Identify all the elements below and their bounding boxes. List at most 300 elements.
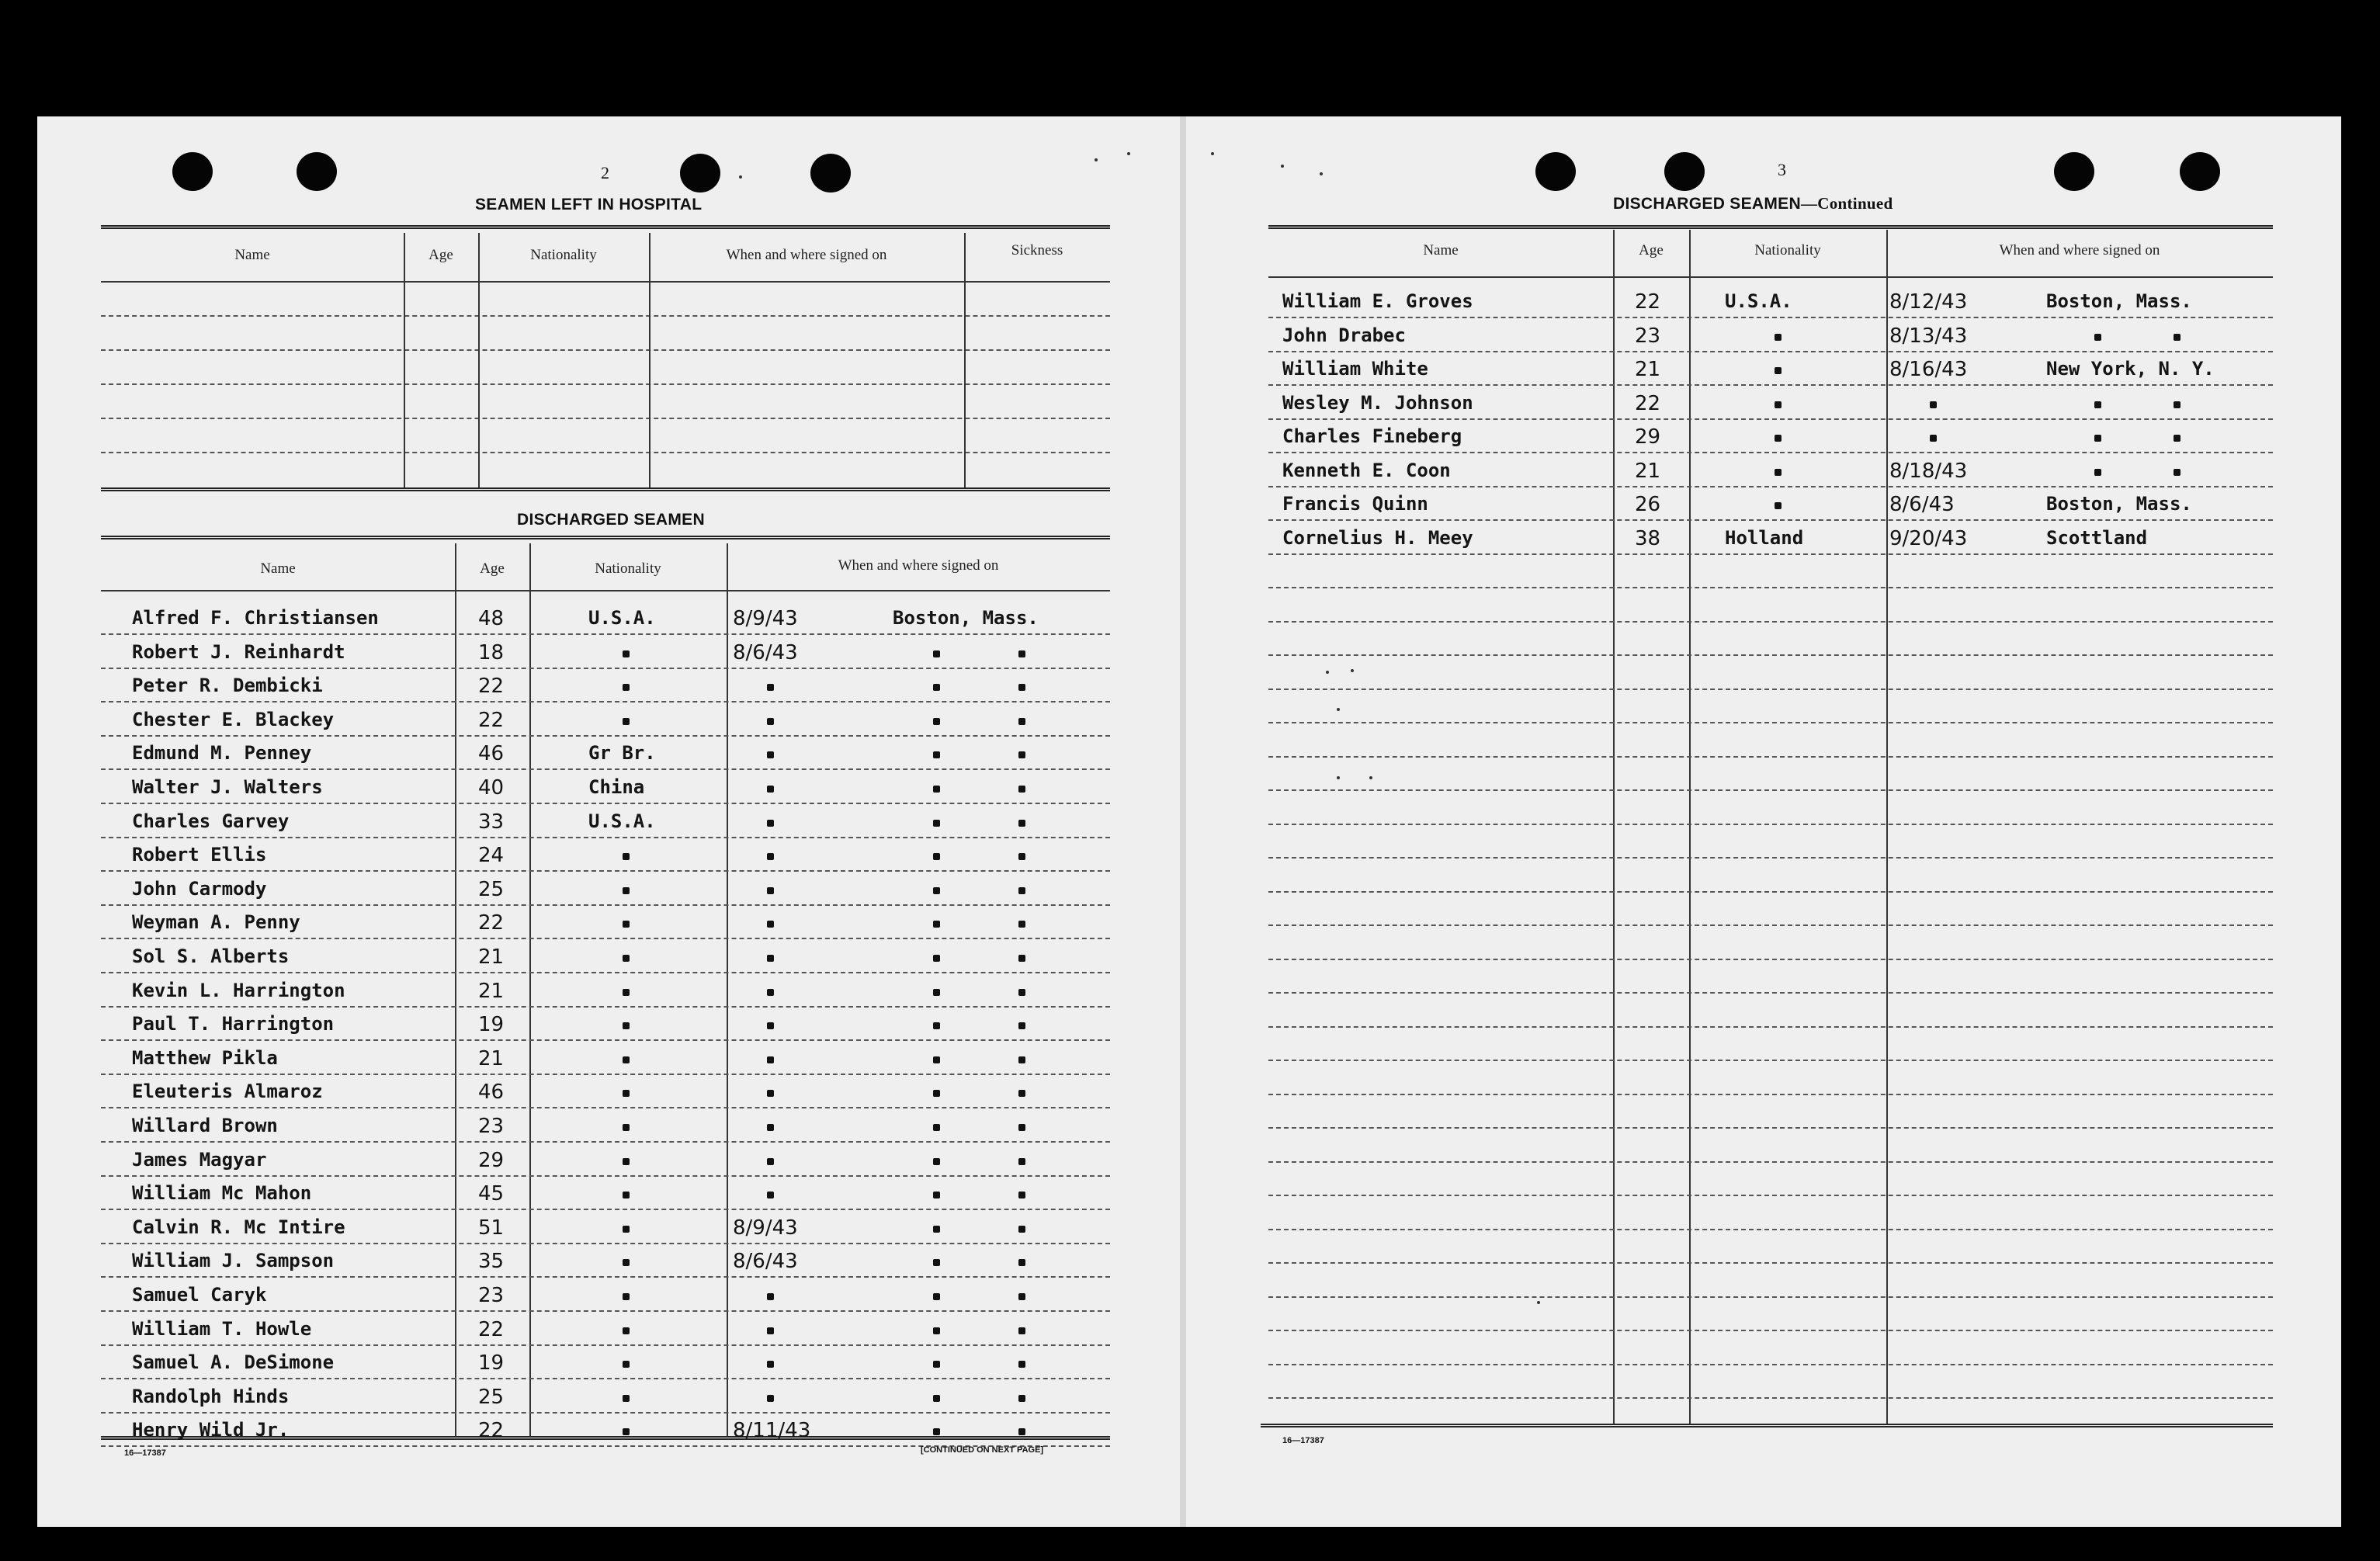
scan-speck	[739, 175, 742, 179]
table-row-line	[1268, 384, 2273, 386]
seaman-nationality-ditto	[623, 1327, 630, 1334]
seaman-signed-date: 8/9/43	[733, 1216, 798, 1240]
seaman-signed-place-ditto	[933, 1327, 940, 1334]
seaman-age: 18	[478, 640, 505, 664]
seaman-signed-date-ditto	[767, 1192, 774, 1199]
table-row-line	[1268, 654, 2273, 656]
table-row-line	[101, 735, 1110, 737]
seaman-nationality-ditto	[623, 1158, 630, 1165]
table-row-line	[1268, 891, 2273, 893]
hospital-col-age: Age	[428, 247, 453, 263]
page-number-right: 3	[1778, 160, 1786, 179]
seaman-name: Robert Ellis	[132, 844, 267, 866]
seaman-signed-place-ditto-2	[1018, 1259, 1025, 1266]
punch-hole	[2180, 152, 2220, 191]
seaman-name: Wesley M. Johnson	[1282, 391, 1473, 414]
seaman-nationality-ditto	[623, 1022, 630, 1029]
seaman-signed-place-ditto-2	[1018, 718, 1025, 725]
seaman-name: Paul T. Harrington	[132, 1013, 335, 1035]
seaman-signed-place-ditto-2	[2174, 334, 2181, 341]
seaman-signed-date: 8/6/43	[733, 640, 798, 664]
seaman-signed-place-ditto-2	[1018, 684, 1025, 691]
form-number-left: 16—17387	[124, 1448, 166, 1458]
seaman-nationality-ditto	[1775, 469, 1782, 476]
seaman-signed-date-ditto	[767, 1124, 774, 1131]
table-row-line	[1268, 1296, 2273, 1298]
table-row-line	[1268, 1094, 2273, 1095]
seaman-signed-place: Scottland	[2046, 526, 2148, 549]
punch-hole	[172, 152, 213, 191]
seaman-signed-place-ditto-2	[1018, 820, 1025, 827]
scan-speck	[1337, 708, 1340, 711]
form-number-right: 16—17387	[1282, 1436, 1324, 1445]
scan-speck	[1326, 671, 1329, 674]
table-row-line	[1268, 1262, 2273, 1264]
hospital-row-line	[101, 349, 1110, 351]
seaman-name: William Mc Mahon	[132, 1182, 312, 1205]
seaman-signed-place-ditto	[933, 1090, 940, 1097]
seaman-signed-place-ditto-2	[1018, 1056, 1025, 1063]
seaman-signed-place-ditto	[2094, 334, 2101, 341]
table-row-line	[1268, 621, 2273, 623]
hospital-col-sickness: Sickness	[1011, 242, 1063, 258]
seaman-age: 22	[478, 1419, 505, 1443]
seaman-signed-place-ditto-2	[1018, 1327, 1025, 1334]
discharged-top-rule	[101, 536, 1110, 539]
seaman-signed-place-ditto-2	[1018, 1293, 1025, 1300]
seaman-signed-place-ditto	[933, 751, 940, 758]
seaman-signed-date-ditto	[767, 786, 774, 793]
seaman-signed-place-ditto	[933, 1259, 940, 1266]
discharged-continued-title	[1613, 194, 1893, 213]
seaman-name: Willard Brown	[132, 1115, 278, 1136]
discharged-header-rule	[101, 590, 1110, 591]
table-row-line	[1268, 1195, 2273, 1196]
seaman-signed-date: 8/13/43	[1889, 324, 1968, 348]
seaman-nationality-ditto	[623, 684, 630, 691]
seaman-nationality-ditto	[1775, 334, 1782, 341]
continued-col-nationality: Nationality	[1754, 242, 1821, 258]
scan-speck	[1369, 776, 1372, 779]
seaman-name: Cornelius H. Meey	[1282, 526, 1473, 549]
seaman-signed-place-ditto-2	[1018, 955, 1025, 962]
seaman-age: 26	[1635, 493, 1661, 516]
scan-speck	[1127, 152, 1130, 155]
hospital-col-divider	[404, 233, 405, 487]
seaman-name: Peter R. Dembicki	[132, 675, 323, 697]
seaman-name: Weyman A. Penny	[132, 911, 300, 934]
table-row-line	[101, 1344, 1110, 1346]
seaman-name: Eleuteris Almaroz	[132, 1081, 323, 1103]
seaman-signed-place-ditto	[933, 989, 940, 996]
table-row-line	[1268, 1330, 2273, 1331]
discharged-continued-title-suffix: —Continued	[1800, 194, 1893, 213]
table-row-line	[101, 1276, 1110, 1278]
hospital-col-divider	[649, 233, 651, 487]
seaman-signed-date-ditto	[1930, 435, 1937, 442]
seaman-signed-date: 8/11/43	[733, 1419, 811, 1443]
seaman-nationality-ditto	[623, 1293, 630, 1300]
seaman-age: 40	[478, 776, 505, 800]
table-row-line	[101, 1412, 1110, 1414]
seaman-name: Robert J. Reinhardt	[132, 640, 345, 663]
seaman-age: 23	[1635, 324, 1661, 348]
seaman-signed-date-ditto	[767, 921, 774, 928]
seaman-name: Charles Garvey	[132, 810, 290, 832]
table-row-line	[1268, 317, 2273, 318]
seaman-signed-place-ditto	[933, 853, 940, 860]
table-row-line	[1268, 1397, 2273, 1399]
seaman-signed-date-ditto	[767, 751, 774, 758]
seaman-signed-place-ditto-2	[1018, 650, 1025, 657]
seaman-nationality-ditto	[623, 1090, 630, 1097]
seaman-signed-place-ditto	[933, 820, 940, 827]
seaman-nationality-ditto	[623, 921, 630, 928]
seaman-signed-place-ditto-2	[1018, 786, 1025, 793]
seaman-age: 25	[478, 1385, 505, 1409]
seaman-signed-date-ditto	[767, 718, 774, 725]
seaman-nationality-ditto	[623, 1395, 630, 1402]
seaman-name: William J. Sampson	[132, 1250, 335, 1272]
seaman-age: 24	[478, 844, 505, 868]
seaman-signed-place-ditto	[2094, 469, 2101, 476]
seaman-signed-date-ditto	[767, 853, 774, 860]
discharged-col-divider	[727, 543, 728, 1438]
seaman-name: William White	[1282, 358, 1428, 380]
seaman-signed-date-ditto	[1930, 401, 1937, 408]
seaman-age: 22	[478, 911, 505, 935]
seaman-age: 21	[1635, 459, 1661, 483]
seaman-nationality-ditto	[623, 1192, 630, 1199]
table-row-line	[1268, 857, 2273, 859]
seaman-age: 21	[478, 1046, 505, 1070]
seaman-signed-place-ditto	[2094, 401, 2101, 408]
table-row-line	[1268, 1060, 2273, 1061]
seaman-signed-place-ditto	[933, 650, 940, 657]
hospital-row-line	[101, 418, 1110, 419]
seaman-signed-place: Boston, Mass.	[893, 607, 1039, 629]
seaman-signed-date-ditto	[767, 1361, 774, 1368]
seaman-signed-date-ditto	[767, 1293, 774, 1300]
seaman-signed-place-ditto	[933, 786, 940, 793]
table-row-line	[101, 904, 1110, 906]
seaman-age: 21	[1635, 358, 1661, 381]
seaman-nationality-ditto	[623, 853, 630, 860]
seaman-signed-place-ditto	[933, 1056, 940, 1063]
seaman-signed-date: 8/16/43	[1889, 358, 1968, 381]
seaman-signed-place-ditto-2	[1018, 751, 1025, 758]
seaman-nationality-ditto	[623, 1259, 630, 1266]
seaman-name: Charles Fineberg	[1282, 425, 1462, 447]
seaman-signed-date: 9/20/43	[1889, 526, 1968, 550]
seaman-signed-place-ditto-2	[1018, 1158, 1025, 1165]
document-sheet	[37, 116, 2341, 1527]
seaman-name: Randolph Hinds	[132, 1385, 290, 1407]
seaman-age: 21	[478, 979, 505, 1003]
seaman-signed-place-ditto	[933, 1022, 940, 1029]
hospital-header-rule	[101, 281, 1110, 283]
seaman-name: Edmund M. Penney	[132, 742, 312, 765]
table-row-line	[1268, 959, 2273, 960]
seaman-signed-date-ditto	[767, 1090, 774, 1097]
seaman-age: 51	[478, 1216, 505, 1240]
seaman-signed-place-ditto	[933, 1192, 940, 1199]
seaman-signed-place-ditto-2	[1018, 1124, 1025, 1131]
seaman-nationality-ditto	[623, 1124, 630, 1131]
seaman-nationality-ditto	[623, 887, 630, 894]
punch-hole	[297, 152, 337, 191]
continued-header-rule	[1268, 276, 2273, 278]
table-row-line	[1268, 418, 2273, 420]
seaman-signed-date: 8/18/43	[1889, 459, 1968, 483]
seaman-signed-place-ditto	[933, 718, 940, 725]
seaman-signed-place-ditto-2	[1018, 1226, 1025, 1233]
page-number-left: 2	[601, 163, 609, 182]
seaman-signed-place-ditto	[933, 1361, 940, 1368]
seaman-signed-place-ditto-2	[1018, 1361, 1025, 1368]
seaman-age: 25	[478, 877, 505, 901]
seaman-signed-date-ditto	[767, 989, 774, 996]
scan-speck	[1351, 669, 1354, 672]
seaman-signed-date-ditto	[767, 955, 774, 962]
seaman-nationality: China	[588, 776, 645, 798]
seaman-signed-place-ditto-2	[1018, 1428, 1025, 1435]
seaman-signed-place-ditto-2	[1018, 853, 1025, 860]
seaman-signed-place-ditto	[933, 1293, 940, 1300]
table-row-line	[1268, 722, 2273, 723]
table-row-line	[1268, 824, 2273, 825]
seaman-signed-date-ditto	[767, 1056, 774, 1063]
seaman-signed-place-ditto-2	[1018, 1192, 1025, 1199]
seaman-age: 33	[478, 810, 505, 834]
seaman-signed-place-ditto-2	[2174, 469, 2181, 476]
table-row-line	[1268, 756, 2273, 758]
continued-col-signed-on: When and where signed on	[1999, 242, 2160, 258]
continued-col-name: Name	[1423, 242, 1459, 258]
seaman-name: Chester E. Blackey	[132, 708, 335, 730]
seaman-signed-place-ditto-2	[1018, 887, 1025, 894]
seaman-nationality-ditto	[1775, 401, 1782, 408]
seaman-signed-place-ditto	[933, 1395, 940, 1402]
seaman-age: 22	[478, 675, 505, 699]
seaman-age: 23	[478, 1115, 505, 1138]
seaman-age: 22	[1635, 391, 1661, 415]
hospital-top-rule	[101, 225, 1110, 229]
seaman-signed-place: New York, N. Y.	[2046, 358, 2215, 380]
table-row-line	[1268, 452, 2273, 453]
discharged-col-signed-on: When and where signed on	[838, 557, 999, 574]
scan-speck	[1095, 158, 1098, 161]
table-row-line	[1268, 351, 2273, 352]
hospital-col-signed-on: When and where signed on	[726, 247, 887, 263]
continued-col-divider	[1886, 230, 1888, 1425]
table-row-line	[101, 1039, 1110, 1041]
table-row-line	[1268, 1026, 2273, 1028]
seaman-signed-place-ditto-2	[1018, 1090, 1025, 1097]
scan-speck	[1320, 172, 1323, 175]
table-row-line	[101, 701, 1110, 702]
seaman-nationality-ditto	[623, 1056, 630, 1063]
seaman-age: 38	[1635, 526, 1661, 550]
seaman-name: Matthew Pikla	[132, 1046, 278, 1069]
discharged-col-divider	[529, 543, 531, 1438]
table-row-line	[1268, 1229, 2273, 1230]
discharged-col-age: Age	[480, 560, 505, 577]
hospital-row-line	[101, 452, 1110, 453]
seaman-age: 19	[478, 1013, 505, 1037]
seaman-signed-place-ditto	[933, 1124, 940, 1131]
table-row-line	[101, 768, 1110, 770]
seaman-nationality: U.S.A.	[1725, 290, 1792, 312]
hospital-bottom-rule	[101, 487, 1110, 491]
seaman-signed-place-ditto-2	[1018, 989, 1025, 996]
seaman-signed-date-ditto	[767, 1395, 774, 1402]
scan-speck	[1281, 165, 1284, 168]
seaman-signed-date: 8/12/43	[1889, 290, 1968, 314]
seaman-signed-place-ditto	[933, 955, 940, 962]
seaman-age: 45	[478, 1182, 505, 1206]
seaman-name: Walter J. Walters	[132, 776, 323, 798]
seaman-signed-date: 8/6/43	[1889, 493, 1955, 516]
seaman-signed-date-ditto	[767, 820, 774, 827]
seaman-signed-date-ditto	[767, 1158, 774, 1165]
punch-hole	[810, 154, 851, 193]
continued-col-divider	[1613, 230, 1615, 1425]
seaman-nationality: Gr Br.	[588, 742, 656, 765]
seaman-nationality: U.S.A.	[588, 607, 656, 629]
table-row-line	[1268, 587, 2273, 588]
continued-top-rule	[1268, 225, 2273, 229]
hospital-section-title: SEAMEN LEFT IN HOSPITAL	[475, 196, 703, 213]
table-row-line	[101, 1074, 1110, 1075]
table-row-line	[1268, 1161, 2273, 1163]
seaman-name: Sol S. Alberts	[132, 945, 290, 967]
seaman-age: 21	[478, 945, 505, 969]
hospital-row-line	[101, 315, 1110, 317]
hospital-col-divider	[964, 233, 966, 487]
continued-note: [CONTINUED ON NEXT PAGE]	[921, 1445, 1044, 1455]
discharged-continued-title-main: DISCHARGED SEAMEN	[1613, 195, 1801, 213]
seaman-nationality-ditto	[623, 718, 630, 725]
seaman-nationality-ditto	[623, 1361, 630, 1368]
seaman-name: Samuel A. DeSimone	[132, 1351, 335, 1374]
seaman-signed-place-ditto-2	[1018, 1022, 1025, 1029]
seaman-nationality-ditto	[623, 650, 630, 657]
table-row-line	[101, 803, 1110, 804]
seaman-name: Henry Wild Jr.	[132, 1419, 290, 1441]
table-row-line	[101, 870, 1110, 872]
seaman-name: Kenneth E. Coon	[1282, 459, 1451, 481]
table-row-line	[101, 938, 1110, 939]
continued-col-divider	[1689, 230, 1691, 1425]
continued-col-age: Age	[1639, 242, 1664, 258]
seaman-signed-place-ditto-2	[1018, 921, 1025, 928]
seaman-signed-place-ditto	[933, 684, 940, 691]
continued-bottom-rule	[1261, 1424, 2273, 1427]
seaman-nationality-ditto	[623, 1428, 630, 1435]
discharged-col-name: Name	[260, 560, 296, 577]
seaman-name: William T. Howle	[132, 1317, 312, 1340]
hospital-col-nationality: Nationality	[530, 247, 597, 263]
table-row-line	[1268, 689, 2273, 690]
seaman-signed-place-ditto	[933, 1226, 940, 1233]
seaman-age: 19	[478, 1351, 505, 1375]
seaman-age: 29	[1635, 425, 1661, 449]
discharged-col-nationality: Nationality	[595, 560, 661, 577]
seaman-nationality-ditto	[623, 1226, 630, 1233]
seaman-signed-place: Boston, Mass.	[2046, 493, 2192, 515]
table-row-line	[101, 1107, 1110, 1108]
table-row-line	[101, 668, 1110, 669]
table-row-line	[1268, 486, 2273, 487]
table-row-line	[101, 1175, 1110, 1177]
scan-speck	[1537, 1301, 1540, 1304]
hospital-col-divider	[478, 233, 480, 487]
seaman-name: James Magyar	[132, 1148, 267, 1171]
discharged-section-title: DISCHARGED SEAMEN	[517, 511, 705, 529]
table-row-line	[101, 1243, 1110, 1244]
seaman-nationality-ditto	[623, 989, 630, 996]
seaman-signed-place-ditto	[933, 921, 940, 928]
seaman-name: Samuel Caryk	[132, 1284, 267, 1306]
table-row-line	[1268, 924, 2273, 926]
page-fold	[1180, 116, 1186, 1527]
seaman-signed-place-ditto-2	[2174, 401, 2181, 408]
seaman-signed-place-ditto	[933, 1428, 940, 1435]
seaman-name: Alfred F. Christiansen	[132, 607, 379, 629]
seaman-name: Calvin R. Mc Intire	[132, 1216, 345, 1238]
seaman-signed-place-ditto-2	[1018, 1395, 1025, 1402]
seaman-age: 22	[1635, 290, 1661, 314]
seaman-signed-date-ditto	[767, 887, 774, 894]
discharged-col-divider	[455, 543, 456, 1438]
seaman-signed-date-ditto	[767, 1327, 774, 1334]
table-row-line	[101, 633, 1110, 635]
table-row-line	[1268, 519, 2273, 521]
seaman-signed-date-ditto	[767, 684, 774, 691]
seaman-nationality-ditto	[1775, 502, 1782, 509]
scan-speck	[1211, 152, 1214, 155]
seaman-age: 22	[478, 708, 505, 732]
seaman-signed-place: Boston, Mass.	[2046, 290, 2192, 312]
seaman-age: 48	[478, 607, 505, 630]
seaman-signed-place-ditto	[933, 887, 940, 894]
table-row-line	[1268, 789, 2273, 791]
hospital-col-name: Name	[234, 247, 270, 263]
table-row-line	[101, 1310, 1110, 1312]
seaman-age: 22	[478, 1317, 505, 1341]
scan-speck	[1337, 776, 1340, 779]
seaman-name: John Drabec	[1282, 324, 1406, 346]
seaman-name: Francis Quinn	[1282, 493, 1428, 515]
table-row-line	[1268, 992, 2273, 994]
punch-hole	[2054, 152, 2094, 191]
seaman-nationality-ditto	[623, 955, 630, 962]
punch-hole	[1535, 152, 1576, 191]
table-row-line	[101, 972, 1110, 973]
seaman-age: 35	[478, 1250, 505, 1274]
seaman-signed-date: 8/6/43	[733, 1250, 798, 1274]
seaman-name: William E. Groves	[1282, 290, 1473, 312]
seaman-age: 46	[478, 742, 505, 766]
seaman-signed-place-ditto	[933, 1158, 940, 1165]
seaman-signed-date: 8/9/43	[733, 607, 798, 630]
seaman-age: 23	[478, 1284, 505, 1307]
punch-hole	[1664, 152, 1705, 191]
table-row-line	[101, 1378, 1110, 1379]
table-row-line	[101, 1209, 1110, 1210]
table-row-line	[101, 1006, 1110, 1008]
